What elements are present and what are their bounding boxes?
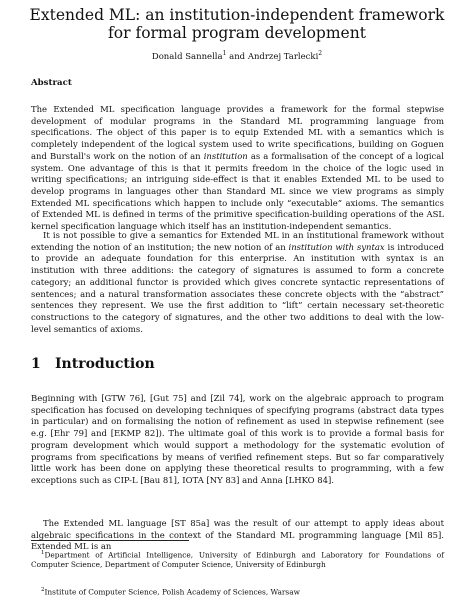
footnote-marker: 2 — [41, 587, 45, 593]
author-conjunction: and — [226, 51, 248, 62]
author-name: Andrzej Tarlecki — [247, 51, 319, 62]
footnote-rule — [31, 540, 189, 541]
footnote — [31, 548, 444, 570]
footnote-marker: 1 — [41, 550, 45, 556]
emphasized-term: institution with syntax — [288, 241, 385, 252]
author-name: Donald Sannella — [151, 51, 223, 62]
section-title: Introduction — [55, 356, 155, 372]
footnote-marker: 1 — [222, 50, 227, 57]
title-line-1: Extended ML: an institution-independent framework — [29, 6, 445, 24]
text-run: It is not possible to give a semantics for Extended ML in an institutional framework without extending the notion of an institution; the new notion of an — [31, 230, 444, 252]
body-paragraph: Beginning with [GTW 76], [Gut 75] and [Zil 74], work on the algebraic approach to program specification has focused on developing techniques of specifying programs (abstract data types in particular) and on formalising the notion of refinement as used in stepwise refinement (see e.g. [Ehr 79] and [EKMP 82]). The ultimate goal of this work is to provide a formal basis for program development which would support a methodology for the systematic evolution of programs from specifications by means of verified refinement steps. But so far comparatively little work has been done on applying these theoretical results to programming, with a few exceptions such as CIP-L [Bau 81], IOTA [NY 83] and Anna [LHKO 84]. — [31, 393, 444, 485]
text-run: is introduced to provide an adequate foundation for this enterprise. An institution with syntax is an institution with three additions: the category of signatures is assumed to form a concrete category; an additional functor is provided which gives concrete syntactic representations of sentences; and a natural transformation associates these concrete objects with the “abstract” sentences they represent. We use the first addition to “lift” certain necessary set-theoretic constructions to the category of signatures, and the other two additions to deal with the low-level semantics of axioms. — [31, 241, 444, 334]
author-list — [0, 50, 474, 62]
text-run: as a formalisation of the concept of a logical system. One advantage of this is that it permits freedom in the choice of the logic used in writing specifications; an intriguing side-effect is that it enables Extended ML to be used to develop programs in languages other than Standard ML since we view programs as simply Extended ML specifications which happen to include only “executable” axioms. The semantics of Extended ML is defined in terms of the primitive specification-building operations of the ASL kernel specification language which itself has an institution-independent semantics. — [31, 150, 445, 232]
text-run: The Extended ML specification language provides a framework for the formal stepwise development of modular programs in the Standard ML programming language from specifications. The object of this paper is to equip Extended ML with a semantics which is completely independent of the logical system used to write specifications, building on Goguen and Burstall's work on the notion of an — [31, 104, 444, 161]
body-paragraph: The Extended ML language [ST 85a] was the result of our attempt to apply ideas about algebraic specifications in the context of the Standard ML programming language [Mil 85]. Extended ML is an — [31, 518, 444, 552]
footnote-marker: 2 — [318, 50, 323, 57]
title-line-2: for formal program development — [108, 24, 366, 42]
abstract-heading: Abstract — [31, 78, 72, 88]
abstract-paragraph — [31, 230, 444, 335]
section-heading — [31, 355, 155, 373]
section-number: 1 — [31, 356, 41, 372]
paper-title — [0, 6, 474, 42]
abstract-paragraph — [31, 104, 444, 233]
footnote — [31, 585, 444, 597]
footnote-text: Department of Artificial Intelligence, University of Edinburgh and Laboratory for Foundations of Computer Science, Department of Computer Science, University of Edinburgh — [31, 550, 444, 570]
emphasized-term: institution — [203, 150, 248, 161]
footnote-text: Institute of Computer Science, Polish Academy of Sciences, Warsaw — [44, 587, 300, 597]
